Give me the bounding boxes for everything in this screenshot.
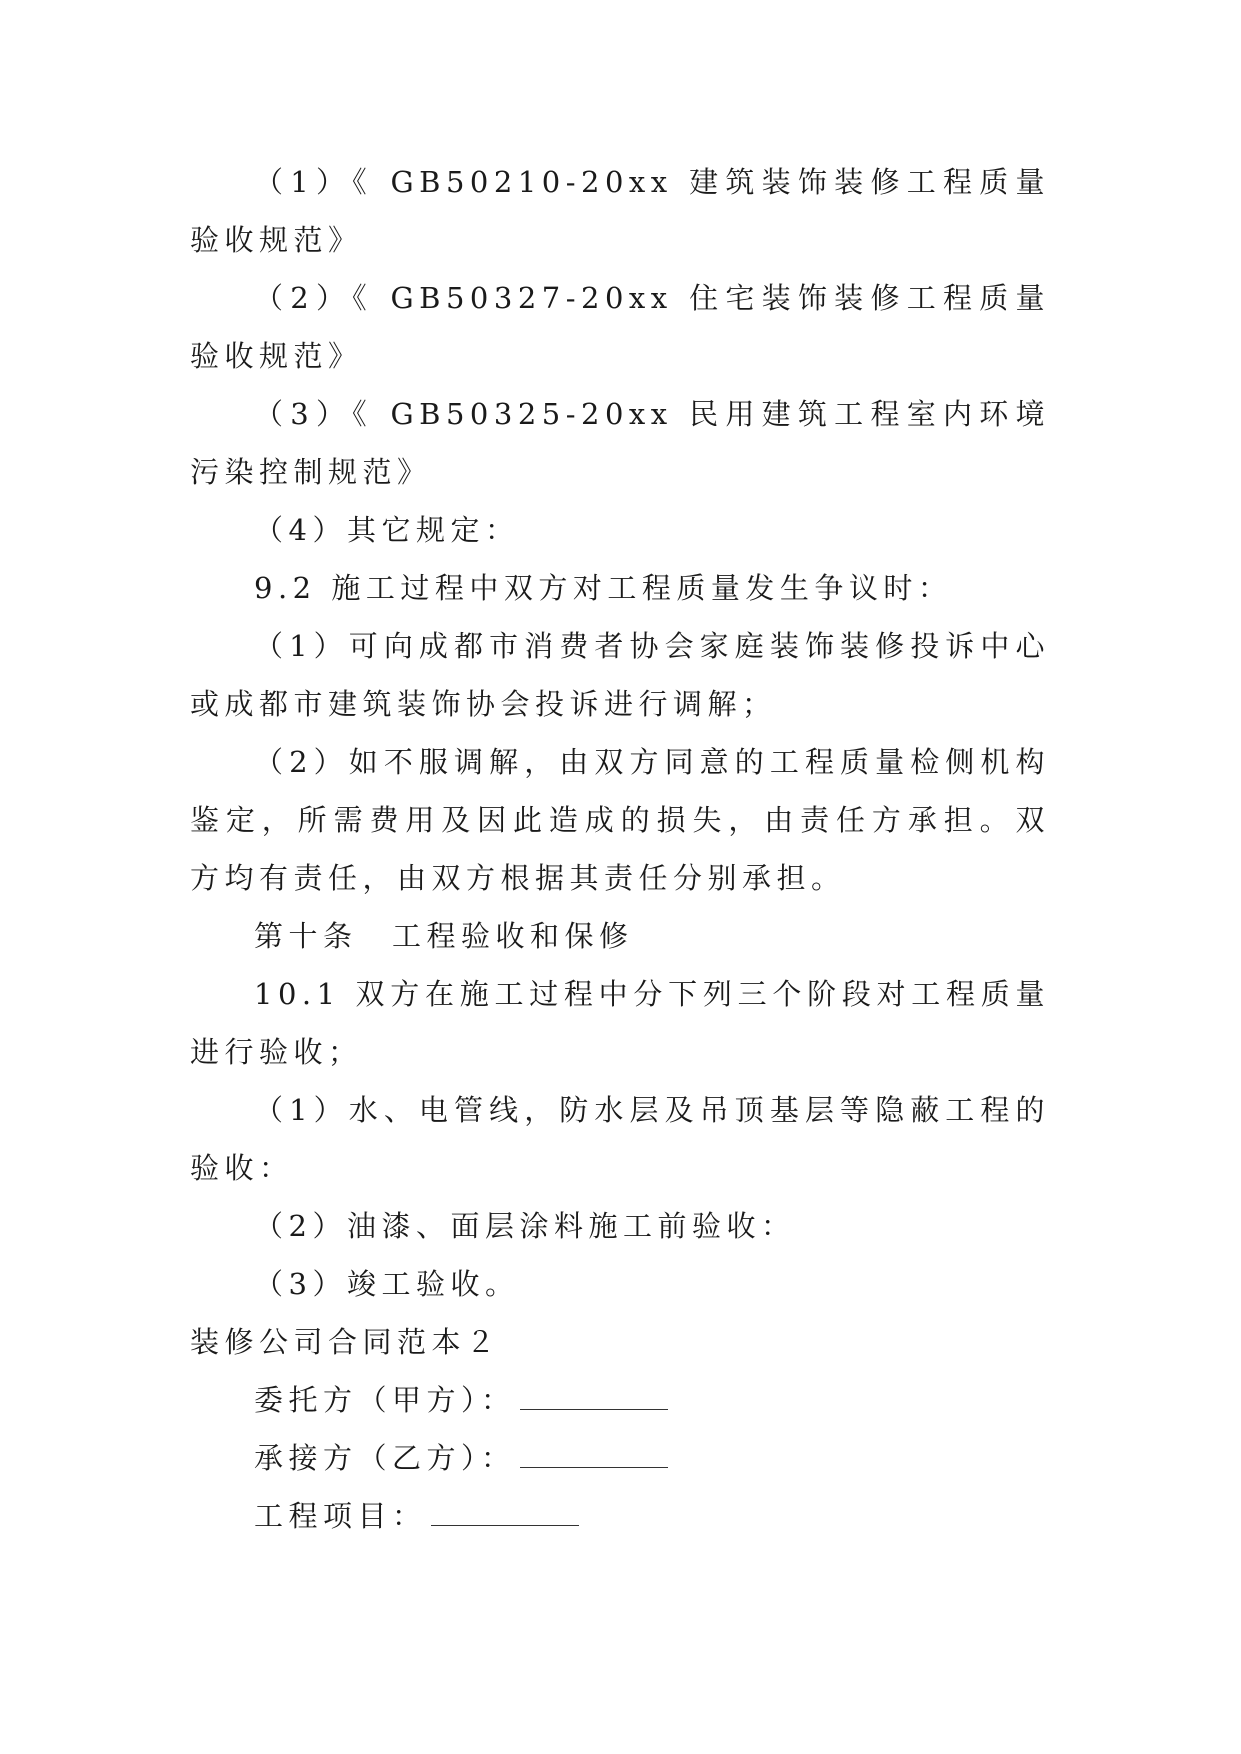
client-party-blank xyxy=(520,1389,668,1410)
document-body xyxy=(190,153,1050,1545)
acceptance-item-1: （1）水、电管线，防水层及吊顶基层等隐蔽工程的验收： xyxy=(190,1093,1050,1185)
project-label: 工程项目： xyxy=(254,1499,427,1533)
clause-10-1: 10.1 双方在施工过程中分下列三个阶段对工程质量进行验收； xyxy=(190,977,1050,1069)
contractor-party-blank xyxy=(520,1447,668,1468)
standard-item-2: （2）《 GB50327-20xx 住宅装饰装修工程质量验收规范》 xyxy=(190,281,1050,373)
client-party-label: 委托方（甲方）： xyxy=(254,1383,516,1417)
dispute-item-2: （2）如不服调解，由双方同意的工程质量检侧机构鉴定，所需费用及因此造成的损失，由责任方承担。双方均有责任，由双方根据其责任分别承担。 xyxy=(190,745,1050,895)
clause-9-2: 9.2 施工过程中双方对工程质量发生争议时： xyxy=(254,571,953,605)
dispute-item-1: （1）可向成都市消费者协会家庭装饰装修投诉中心或成都市建筑装饰协会投诉进行调解； xyxy=(190,629,1050,721)
standard-item-3: （3）《 GB50325-20xx 民用建筑工程室内环境污染控制规范》 xyxy=(190,397,1050,489)
client-party-line xyxy=(190,1371,1050,1429)
project-line xyxy=(190,1487,1050,1545)
contractor-party-line xyxy=(190,1429,1050,1487)
standard-item-4: （4）其它规定： xyxy=(254,513,520,547)
article-10-heading: 第十条 工程验收和保修 xyxy=(254,919,634,953)
contractor-party-label: 承接方（乙方）： xyxy=(254,1441,516,1475)
acceptance-item-3: （3）竣工验收。 xyxy=(254,1267,520,1301)
acceptance-item-2: （2）油漆、面层涂料施工前验收： xyxy=(254,1209,796,1243)
contract-sample-heading: 装修公司合同范本２ xyxy=(190,1325,501,1359)
project-blank xyxy=(431,1505,579,1526)
standard-item-1: （1）《 GB50210-20xx 建筑装饰装修工程质量验收规范》 xyxy=(190,165,1050,257)
